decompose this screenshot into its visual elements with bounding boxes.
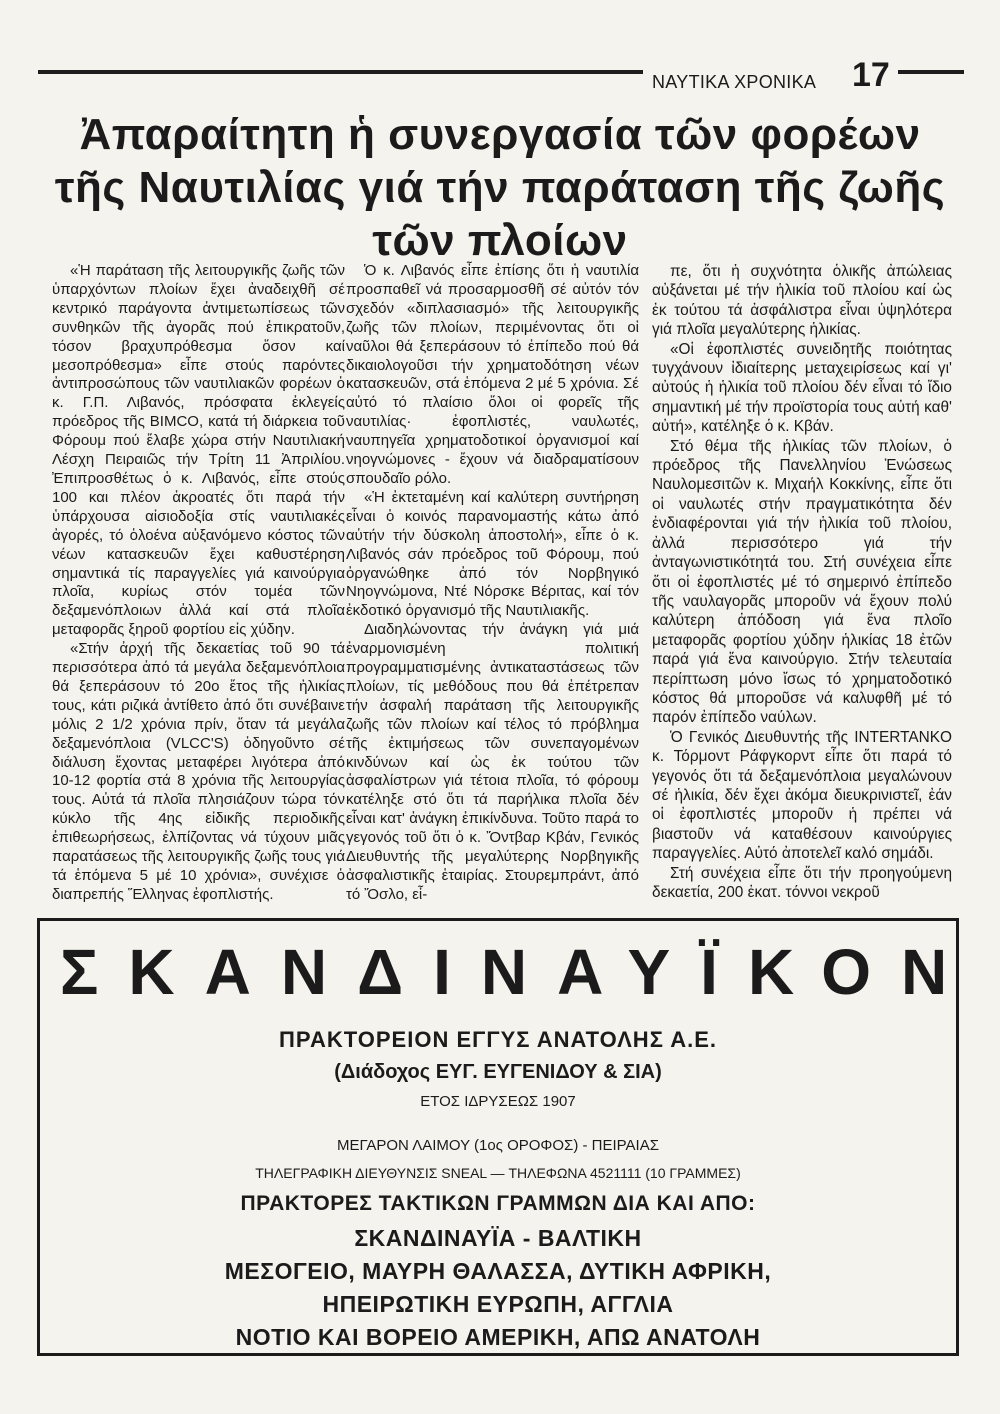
article-column-1 [52, 262, 345, 905]
paragraph: «Οἱ ἐφοπλιστές συνειδητῆς ποιότητας τυγχάνουν ἰδιαίτερης μεταχειρίσεως καί γι' αὐτούς ἡ ἡλικία τοῦ πλοίου δέν εἶναι τό ἴδιο σημαντική μέ τήν προϊστορία τους αὐτή καθ' αὐτή», κατέληξε ὁ κ. Κβάν. [652, 340, 952, 436]
paragraph: Στή συνέχεια εἶπε ὅτι τήν προηγούμενη δεκαετία, 200 ἑκατ. τόννοι νεκροῦ [652, 864, 952, 901]
ad-route: ΝΟΤΙΟ ΚΑΙ ΒΟΡΕΙΟ ΑΜΕΡΙΚΗ, ΑΠΩ ΑΝΑΤΟΛΗ [235, 1324, 761, 1350]
paragraph: Ὁ κ. Λιβανός εἶπε ἐπίσης ὅτι ἡ ναυτιλία προσπαθεῖ νά προσαρμοσθῆ σέ αὐτόν τόν σχεδόν «διπλασιασμό» τῆς λειτουργικῆς ζωῆς τῶν πλοίων, περιμένοντας ὅτι οἱ ναῦλοι θά ξεπεράσουν τό ἐπίπεδο πού θά δικαιολογοῦσι τήν χρηματοδότηση νέων κατασκευῶν, στά ἑπόμενα 2 μέ 5 χρόνια. Σέ αὐτό τό πλαίσιο ὅλοι οἱ φορεῖς τῆς ναυτιλίας· ἐφοπλιστές, ναυλωτές, ναυπηγεῖα χρηματοδοτικοί ὀργανισμοί καί νηογνώμονες - ἔχουν νά διαδραματίσουν σπουδαῖο ρόλο. [346, 262, 639, 487]
advertisement-box [37, 918, 978, 1356]
article-headline [40, 108, 960, 267]
paragraph: Διαδηλώνοντας τήν ἀνάγκη γιά μιά ἐναρμονισμένη πολιτική προγραμματισμένης ἀντικαταστάσεως τῶν πλοίων, τίς μεθόδους που θά ἐπέτρεπαν τήν ἀσφαλή παράταση τῆς λειτουργικῆς ζωῆς τῶν πλοίων καί τέλος τό πρόβλημα τῆς ἐκτιμήσεως τῶν συνεπαγομένων κινδύνων καί ὡς ἐκ τούτου τῶν ἀσφαλίστρων γιά τέτοια πλοῖα, τό φόρουμ κατέληξε στό ὅτι τά παρήλικα πλοῖα δέν εἶναι κατ' ἀνάγκη ἐπικίνδυνα. Τοῦτο παρά το γεγονός τοῦ ὅτι ὁ κ. Ὄντβαρ Κβάν, Γενικός Διευθυντής τῆς μεγαλύτερης Νορβηγικῆς ἀσφαλιστικῆς ἑταιρίας. Στουρεμπράντ, ἀπό τό Ὄσλο, εἶ- [346, 621, 639, 903]
ad-telegraph: ΤΗΛΕΓΡΑΦΙΚΗ ΔΙΕΥΘΥΝΣΙΣ SNEAL — ΤΗΛΕΦΩΝΑ 4521111 (10 ΓΡΑΜΜΕΣ) [255, 1165, 741, 1181]
article-column-3 [652, 262, 952, 902]
page-number: 17 [852, 56, 890, 94]
paragraph: «Ἡ παράταση τῆς λειτουργικῆς ζωῆς τῶν ὑπαρχόντων πλοίων ἔχει ἀναδειχθῆ σέ κεντρικό παράγοντα ἀντιμετωπίσεως τῶν συνθηκῶν τῆς ἀγορᾶς πού ἐπικρατοῦν, τόσον βραχυπρόθεσμα ὅσον καί μεσοπρόθεσμα» εἶπε στούς παρόντες ἀντιπροσώπους τῶν ναυτιλιακῶν φορέων ὁ κ. Γ.Π. Λιβανός, πρόσφατα ἐκλεγείς πρόεδρος τῆς BIMCO, κατά τή διάρκεια τοῦ Φόρουμ πού ἔλαβε χώρα στήν Ναυτιλιακή Λέσχη Πειραιῶς τήν Τρίτη 11 Ἀπριλίου. Ἐπιπροσθέτως ὁ κ. Λιβανός, εἶπε στούς 100 και πλέον ἀκροατές ὅτι παρά τήν ὑπάρχουσα αἰσιοδοξία στίς ναυτιλιακές ἀγορές, τό ὁλοένα αὐξανόμενο κόστος τῶν νέων κατασκευῶν ἔχει καθυστέρηση σημαντικά τίς παραγγελίες γιά καινούργια πλοῖα, κυρίως στόν τομέα τῶν δεξαμενόπλοιων ἀλλά καί στά πλοῖα μεταφορᾶς ξηροῦ φορτίου εἰς χύδην. [52, 262, 345, 639]
ad-address: ΜΕΓΑΡΟΝ ΛΑΙΜΟΥ (1ος ΟΡΟΦΟΣ) - ΠΕΙΡΑΙΑΣ [336, 1137, 659, 1154]
paragraph: πε, ὅτι ἡ συχνότητα ὁλικῆς ἀπώλειας αὐξάνεται μέ τήν ἡλικία τοῦ πλοίου καί ὡς ἐκ τούτου τά ἀσφάλιστρα εἶναι ὑψηλότερα γιά πλοῖα μεγαλύτερης ἡλικίας. [652, 263, 952, 339]
ad-route: ΜΕΣΟΓΕΙΟ, ΜΑΥΡΗ ΘΑΛΑΣΣΑ, ΔΥΤΙΚΗ ΑΦΡΙΚΗ, [224, 1258, 772, 1284]
paragraph: Στό θέμα τῆς ἡλικίας τῶν πλοίων, ὁ πρόεδρος τῆς Πανελληνίου Ἑνώσεως Ναυλομεσιτῶν κ. Μιχαήλ Κοκκίνης, εἶπε ὅτι οἱ ναυλωτές στήν πραγματικότητα δέν ἐνδιαφέρονται γιά τήν ἡλικία τοῦ πλοίου, ἀλλά περισσότερο γιά τήν ἀνταγωνιστικότητά του. Στή συνέχεια εἶπε ὅτι οἱ ἐφοπλιστές μέ τό σημερινό ἐπίπεδο τῆς ναυλαγορᾶς μποροῦν νά ἔχουν πολύ καλύτερη ἀπόδοση γιά ἕνα πλοῖο μεταφορᾶς φορτίου χύδην ἡλικίας 18 ἐτῶν παρά γιά ἕνα καινούργιο. Στήν τελευταία περίπτωση μόνο ἴσως τό χρηματοδοτικό κόστος θά μποροῦσε νά καλυφθῆ μέ τό παρόν ἐπίπεδο ναύλων. [652, 437, 952, 727]
ad-company-name: ΣΚΑΝΔΙΝΑΥΪΚΟΝ [60, 936, 978, 1008]
publication-title: ΝΑΥΤΙΚΑ ΧΡΟΝΙΚΑ [652, 72, 817, 92]
ad-agency-name: ΠΡΑΚΤΟΡΕΙΟΝ ΕΓΓΥΣ ΑΝΑΤΟΛΗΣ Α.Ε. [279, 1027, 717, 1052]
ad-route: ΣΚΑΝΔΙΝΑΥΪΑ - ΒΑΛΤΙΚΗ [354, 1225, 642, 1251]
paragraph: «Στήν ἀρχή τῆς δεκαετίας τοῦ 90 τά περισσότερα ἀπό τά μεγάλα δεξαμενόπλοια θά ξεπεράσουν τό 20ο ἔτος τῆς ἡλικίας τους, κάτι ριζικά ἀντίθετο ἀπό ὅτι συνέβαινε μόλις 2 1/2 χρόνια πρίν, ὅταν τά μεγάλα δεξαμενόπλοια (VLCC'S) ὁδηγοῦντο σέ διάλυση ἔχοντας μεταφέρει λιγότερα ἀπό 10-12 φορτία στά 8 χρόνια τῆς λειτουργίας τους. Αὐτά τά πλοῖα πλησιάζουν τώρα τόν κύκλο τῆς 4ης εἰδικῆς περιοδικῆς ἐπιθεωρήσεως, ἐλπίζοντας νά τύχουν μιᾶς παρατάσεως τῆς λειτουργικῆς ζωῆς τους γιά τά ἑπόμενα 5 μέ 10 χρόνια», συνέχισε ὁ διαπρεπής Ἕλληνας ἐφοπλιστής. [52, 640, 345, 903]
header-rule-left [38, 70, 643, 74]
ad-successor: (Διάδοχος ΕΥΓ. ΕΥΓΕΝΙΔΟΥ & ΣΙΑ) [334, 1061, 662, 1083]
ad-agents-heading: ΠΡΑΚΤΟΡΕΣ ΤΑΚΤΙΚΩΝ ΓΡΑΜΜΩΝ ΔΙΑ ΚΑΙ ΑΠΟ: [240, 1192, 756, 1215]
ad-founded: ΕΤΟΣ ΙΔΡΥΣΕΩΣ 1907 [420, 1093, 576, 1110]
article-column-2 [346, 262, 639, 905]
header-rule-right [898, 70, 964, 74]
headline-line-3: τῶν πλοίων [372, 216, 628, 265]
paragraph: «Ἡ ἐκτεταμένη καί καλύτερη συντήρηση εἶναι ὁ κοινός παρανομαστής κάτω ἀπό αὐτήν τήν δύσκολη ἀποστολή», εἶπε ὁ κ. Λιβανός σάν πρόεδρος τοῦ Φόρουμ, πού ὀργανώθηκε ἀπό τόν Νορβηγικό Νηογνώμονα, Ντέ Νόρσκε Βέριτας, καί τόν ἐκδοτικό ὀργανισμό τῆς Ναυτιλιακῆς. [346, 488, 639, 620]
ad-route: ΗΠΕΙΡΩΤΙΚΗ ΕΥΡΩΠΗ, ΑΓΓΛΙΑ [322, 1291, 674, 1317]
paragraph: Ὁ Γενικός Διευθυντής τῆς INTERTANKO κ. Τόρμοντ Ράφγκορντ εἶπε ὅτι παρά τό γεγονός ὅτι τά δεξαμενόπλοια μεγαλώνουν σέ ἡλικία, δέν ἔχει ἀκόμα διευκρινιστεῖ, ἐάν οἱ ἐφοπλιστές μποροῦν ἡ πρέπει νά βιαστοῦν νά καταθέσουν καινούργιες παραγγελίες. Αὐτό ἀποτελεῖ καλό σημάδι. [652, 728, 952, 863]
headline-line-1: Ἀπαραίτητη ἡ συνεργασία τῶν φορέων [79, 110, 921, 159]
headline-line-2: τῆς Ναυτιλίας γιά τήν παράταση τῆς ζωῆς [54, 163, 946, 212]
